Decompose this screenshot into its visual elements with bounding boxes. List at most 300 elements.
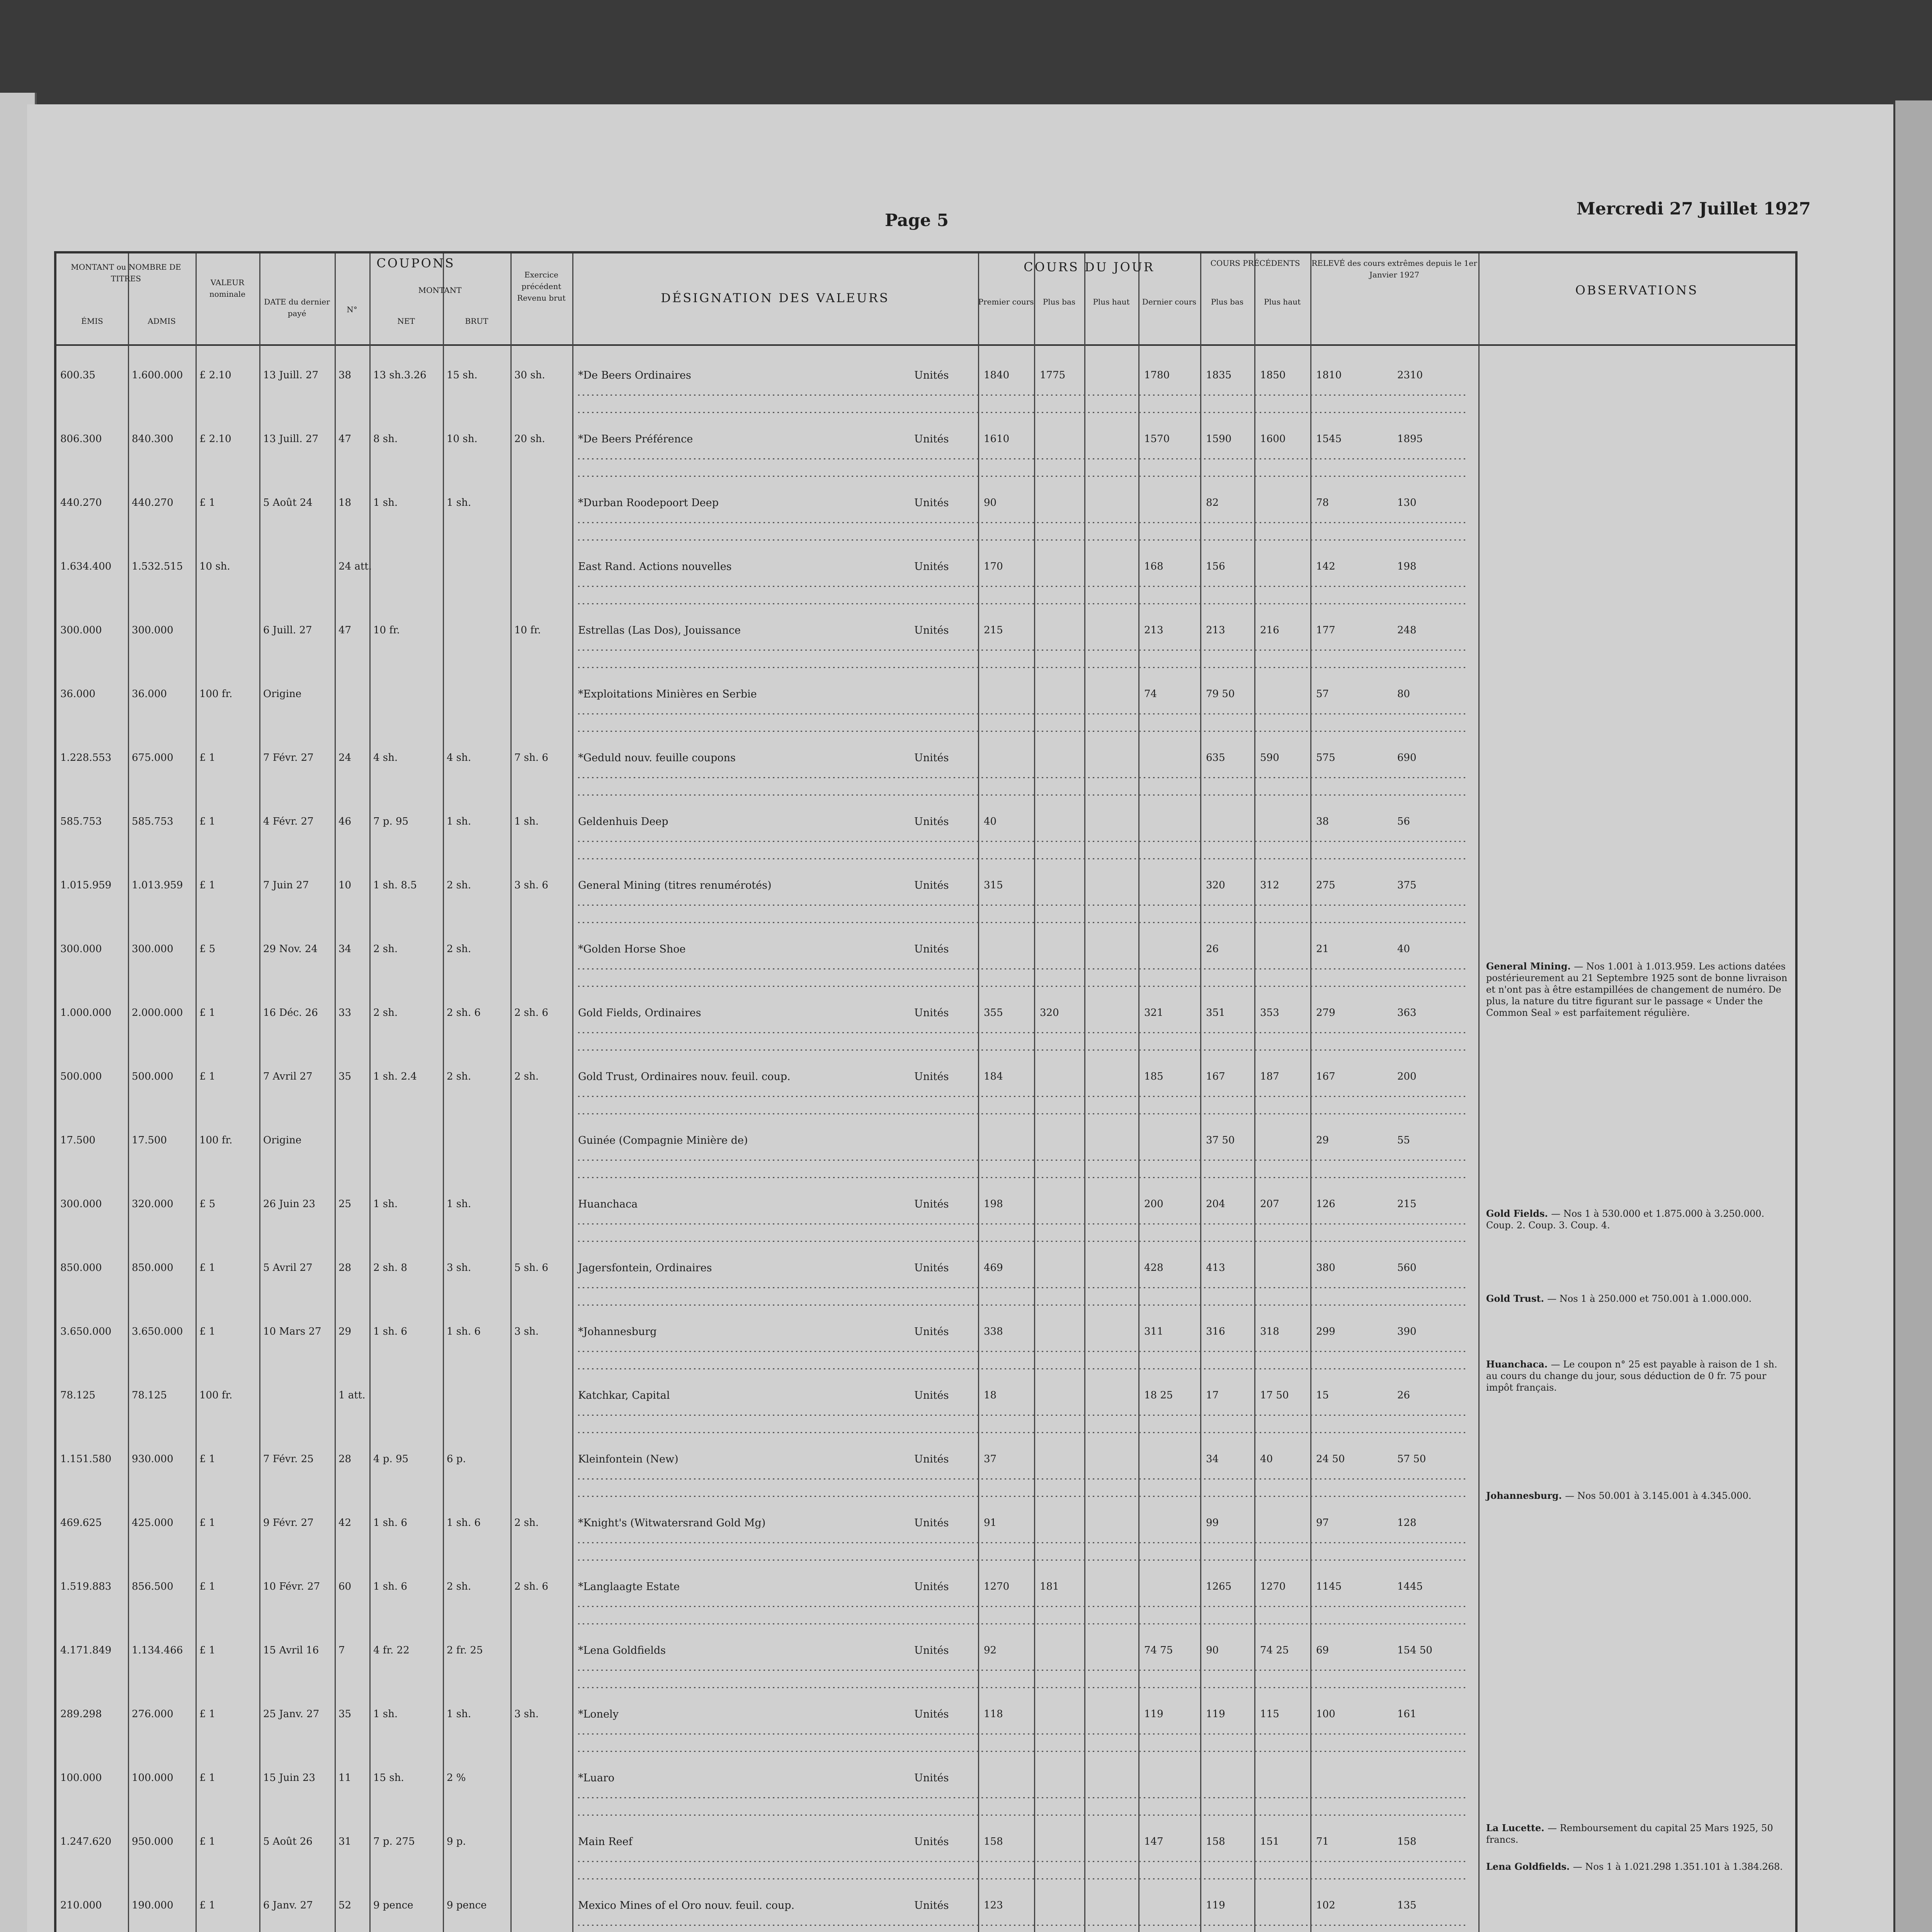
cell-c1: 90 bbox=[984, 497, 997, 509]
cell-num: 47 bbox=[338, 624, 352, 636]
cell-admis: 3.650.000 bbox=[132, 1326, 183, 1337]
cell-admis: 2.000.000 bbox=[132, 1007, 183, 1019]
cell-r2: 200 bbox=[1397, 1071, 1417, 1082]
cell-brut: 1 sh. 6 bbox=[447, 1517, 481, 1529]
observation-note bbox=[1486, 1293, 1787, 1304]
cell-emis: 36.000 bbox=[60, 688, 95, 700]
cell-c4: 321 bbox=[1144, 1007, 1163, 1019]
security-name: Katchkar, Capital bbox=[578, 1389, 670, 1401]
cell-date: 4 Févr. 27 bbox=[263, 816, 314, 827]
cell-r2: 57 50 bbox=[1397, 1453, 1426, 1465]
cell-ex: 7 sh. 6 bbox=[514, 752, 548, 764]
cell-r1: 279 bbox=[1316, 1007, 1335, 1019]
cell-p1: 37 50 bbox=[1206, 1134, 1235, 1146]
observation-text: — Nos 1 à 250.000 et 750.001 à 1.000.000. bbox=[1547, 1293, 1752, 1304]
cell-num: 34 bbox=[338, 943, 352, 955]
cell-admis: 585.753 bbox=[132, 816, 173, 827]
observation-text: — Le coupon n° 25 est payable à raison de 1 sh. au cours du change du jour, sous déduction de 0 fr. 75 pour impôt français. bbox=[1486, 1359, 1777, 1393]
dotted-leader bbox=[578, 922, 1467, 923]
unit-label: Unités bbox=[914, 1836, 949, 1848]
col-num: N° bbox=[347, 305, 357, 314]
cell-p2: 312 bbox=[1260, 879, 1279, 891]
cell-r1: 100 bbox=[1316, 1708, 1335, 1720]
observation-text: — Nos 1 à 1.021.298 1.351.101 à 1.384.268. bbox=[1573, 1861, 1783, 1872]
observation-text: — Nos 1.001 à 1.013.959. Les actions datées postérieurement au 21 Septembre 1925 sont de bonne livraison et n'ont pas à être estampillées de changement de numéro. De plus, la nature du titre figurant sur le passage « Under the Common Seal » est parfaitement régulière. bbox=[1486, 961, 1787, 1018]
unit-label: Unités bbox=[914, 561, 949, 573]
cell-brut: 6 p. bbox=[447, 1453, 466, 1465]
cell-brut: 1 sh. 6 bbox=[447, 1326, 481, 1337]
cell-date: 13 Juill. 27 bbox=[263, 433, 319, 445]
security-name: *Lena Goldfields bbox=[578, 1645, 666, 1656]
cell-c1: 1610 bbox=[984, 433, 1010, 445]
cell-num: 28 bbox=[338, 1453, 352, 1465]
cell-brut: 9 pence bbox=[447, 1900, 487, 1911]
unit-label: Unités bbox=[914, 1645, 949, 1656]
observation-title: Gold Trust. bbox=[1486, 1293, 1548, 1304]
dotted-leader bbox=[578, 1160, 1467, 1161]
col-coupons: COUPONS bbox=[376, 256, 455, 270]
cell-ex: 30 sh. bbox=[514, 369, 545, 381]
cell-date: 13 Juill. 27 bbox=[263, 369, 319, 381]
cell-r1: 15 bbox=[1316, 1389, 1329, 1401]
dotted-leader bbox=[578, 1415, 1467, 1416]
cell-brut: 2 sh. 6 bbox=[447, 1007, 481, 1019]
dotted-leader bbox=[578, 777, 1467, 778]
cell-ex: 5 sh. 6 bbox=[514, 1262, 548, 1274]
cell-emis: 1.634.400 bbox=[60, 561, 112, 572]
cell-c2: 181 bbox=[1040, 1581, 1059, 1592]
cell-r1: 29 bbox=[1316, 1134, 1329, 1146]
cell-net: 4 sh. bbox=[373, 752, 398, 764]
dotted-leader bbox=[578, 1878, 1467, 1879]
cell-brut: 3 sh. bbox=[447, 1262, 471, 1274]
cell-date: 6 Janv. 27 bbox=[263, 1900, 313, 1911]
security-name: Jagersfontein, Ordinaires bbox=[578, 1262, 712, 1274]
cell-date: 25 Janv. 27 bbox=[263, 1708, 320, 1720]
cell-admis: 276.000 bbox=[132, 1708, 173, 1720]
cell-val: £ 1 bbox=[199, 1262, 216, 1274]
cell-ex: 20 sh. bbox=[514, 433, 545, 445]
security-name: *Langlaagte Estate bbox=[578, 1581, 680, 1593]
col-exercice: Exercice précédent Revenu brut bbox=[517, 270, 566, 303]
cell-p2: 151 bbox=[1260, 1836, 1279, 1847]
cell-c1: 1840 bbox=[984, 369, 1010, 381]
cell-emis: 600.35 bbox=[60, 369, 95, 381]
unit-label: Unités bbox=[914, 943, 949, 955]
cell-c1: 184 bbox=[984, 1071, 1003, 1082]
cell-c1: 198 bbox=[984, 1198, 1003, 1210]
cell-num: 11 bbox=[338, 1772, 352, 1784]
dotted-leader bbox=[578, 858, 1467, 859]
cell-c4: 74 bbox=[1144, 688, 1157, 700]
dotted-leader bbox=[578, 412, 1467, 413]
cell-num: 33 bbox=[338, 1007, 352, 1019]
cell-c1: 170 bbox=[984, 561, 1003, 572]
cell-p1: 167 bbox=[1206, 1071, 1225, 1082]
dotted-leader bbox=[578, 1797, 1467, 1798]
cell-emis: 500.000 bbox=[60, 1071, 102, 1082]
dotted-leader bbox=[578, 395, 1467, 396]
cell-brut: 2 sh. bbox=[447, 1581, 471, 1592]
observation-note bbox=[1486, 1359, 1787, 1393]
cell-num: 38 bbox=[338, 369, 352, 381]
cell-emis: 850.000 bbox=[60, 1262, 102, 1274]
cell-p2: 40 bbox=[1260, 1453, 1273, 1465]
unit-label: Unités bbox=[914, 624, 949, 636]
book-edge bbox=[1895, 100, 1932, 1932]
security-name: Huanchaca bbox=[578, 1198, 638, 1210]
cell-brut: 4 sh. bbox=[447, 752, 471, 764]
observation-text: — Remboursement du capital 25 Mars 1925, 50 francs. bbox=[1486, 1823, 1773, 1845]
cell-r2: 161 bbox=[1397, 1708, 1417, 1720]
cell-net: 1 sh. 6 bbox=[373, 1517, 407, 1529]
cell-date: 16 Déc. 26 bbox=[263, 1007, 318, 1019]
cell-val: £ 1 bbox=[199, 1836, 216, 1847]
cell-c4: 168 bbox=[1144, 561, 1163, 572]
col-cours-jour: COURS DU JOUR bbox=[1024, 260, 1155, 274]
cell-num: 60 bbox=[338, 1581, 352, 1592]
cell-val: £ 1 bbox=[199, 497, 216, 509]
cell-r1: 21 bbox=[1316, 943, 1329, 955]
cell-admis: 1.532.515 bbox=[132, 561, 183, 572]
cell-admis: 840.300 bbox=[132, 433, 173, 445]
cell-c1: 37 bbox=[984, 1453, 997, 1465]
dotted-leader bbox=[578, 1032, 1467, 1033]
cell-p2: 1850 bbox=[1260, 369, 1286, 381]
cell-admis: 930.000 bbox=[132, 1453, 173, 1465]
cell-date: Origine bbox=[263, 1134, 302, 1146]
cell-c1: 215 bbox=[984, 624, 1003, 636]
cell-admis: 320.000 bbox=[132, 1198, 173, 1210]
cell-admis: 17.500 bbox=[132, 1134, 167, 1146]
dotted-leader bbox=[578, 794, 1467, 796]
cell-c4: 200 bbox=[1144, 1198, 1163, 1210]
cell-c4: 1780 bbox=[1144, 369, 1170, 381]
dotted-leader bbox=[578, 1096, 1467, 1097]
cell-brut: 9 p. bbox=[447, 1836, 466, 1847]
cell-c1: 91 bbox=[984, 1517, 997, 1529]
cell-r1: 167 bbox=[1316, 1071, 1335, 1082]
dotted-leader bbox=[578, 1304, 1467, 1306]
dotted-leader bbox=[578, 1687, 1467, 1688]
dotted-leader bbox=[578, 586, 1467, 587]
security-name: Main Reef bbox=[578, 1836, 633, 1848]
cell-c2: 1775 bbox=[1040, 369, 1066, 381]
cell-c4: 213 bbox=[1144, 624, 1163, 636]
cell-r1: 97 bbox=[1316, 1517, 1329, 1529]
col-plus-haut: Plus haut bbox=[1093, 297, 1130, 306]
security-name: Guinée (Compagnie Minière de) bbox=[578, 1134, 748, 1146]
cell-date: 5 Août 24 bbox=[263, 497, 313, 509]
cell-r2: 560 bbox=[1397, 1262, 1417, 1274]
cell-val: 100 fr. bbox=[199, 1134, 233, 1146]
cell-r2: 128 bbox=[1397, 1517, 1417, 1529]
cell-p2: 1600 bbox=[1260, 433, 1286, 445]
cell-val: £ 1 bbox=[199, 1772, 216, 1784]
cell-net: 1 sh. 6 bbox=[373, 1581, 407, 1592]
dotted-leader bbox=[578, 1560, 1467, 1561]
cell-emis: 1.151.580 bbox=[60, 1453, 112, 1465]
dotted-leader bbox=[578, 1049, 1467, 1051]
cell-val: £ 1 bbox=[199, 1517, 216, 1529]
cell-emis: 17.500 bbox=[60, 1134, 95, 1146]
cell-val: 100 fr. bbox=[199, 1389, 233, 1401]
cell-p2: 1270 bbox=[1260, 1581, 1286, 1592]
cell-admis: 440.270 bbox=[132, 497, 173, 509]
cell-admis: 78.125 bbox=[132, 1389, 167, 1401]
unit-label: Unités bbox=[914, 1517, 949, 1529]
cell-c1: 123 bbox=[984, 1900, 1003, 1911]
cell-c4: 18 25 bbox=[1144, 1389, 1173, 1401]
cell-net: 2 sh. 8 bbox=[373, 1262, 407, 1274]
dotted-leader bbox=[578, 713, 1467, 714]
cell-brut: 2 sh. bbox=[447, 1071, 471, 1082]
cell-date: 29 Nov. 24 bbox=[263, 943, 318, 955]
cell-admis: 36.000 bbox=[132, 688, 167, 700]
cell-emis: 1.015.959 bbox=[60, 879, 112, 891]
cell-net: 2 sh. bbox=[373, 943, 398, 955]
cell-admis: 950.000 bbox=[132, 1836, 173, 1847]
cell-net: 7 p. 275 bbox=[373, 1836, 415, 1847]
dotted-leader bbox=[578, 731, 1467, 732]
cell-val: £ 5 bbox=[199, 943, 216, 955]
observation-title: La Lucette. bbox=[1486, 1822, 1548, 1833]
cell-emis: 806.300 bbox=[60, 433, 102, 445]
cell-brut: 1 sh. bbox=[447, 497, 471, 509]
dotted-leader bbox=[578, 905, 1467, 906]
cell-r2: 158 bbox=[1397, 1836, 1417, 1847]
cell-p1: 90 bbox=[1206, 1645, 1219, 1656]
dotted-leader bbox=[578, 1478, 1467, 1480]
cell-emis: 4.171.849 bbox=[60, 1645, 112, 1656]
cell-net: 2 sh. bbox=[373, 1007, 398, 1019]
cell-num: 24 bbox=[338, 752, 352, 764]
cell-ex: 2 sh. bbox=[514, 1071, 539, 1082]
cell-val: £ 2.10 bbox=[199, 369, 231, 381]
cell-ex: 2 sh. 6 bbox=[514, 1007, 548, 1019]
observation-note bbox=[1486, 1490, 1787, 1502]
cell-c4: 147 bbox=[1144, 1836, 1163, 1847]
observation-title: Huanchaca. bbox=[1486, 1359, 1551, 1370]
cell-c1: 118 bbox=[984, 1708, 1003, 1720]
cell-p2: 115 bbox=[1260, 1708, 1279, 1720]
cell-date: 5 Août 26 bbox=[263, 1836, 313, 1847]
cell-emis: 1.519.883 bbox=[60, 1581, 112, 1592]
cell-brut: 1 sh. bbox=[447, 1708, 471, 1720]
cell-r2: 40 bbox=[1397, 943, 1410, 955]
security-name: *Knight's (Witwatersrand Gold Mg) bbox=[578, 1517, 766, 1529]
dotted-leader bbox=[578, 1623, 1467, 1624]
cell-r2: 2310 bbox=[1397, 369, 1423, 381]
cell-p2: 590 bbox=[1260, 752, 1279, 764]
observation-text: — Nos 50.001 à 3.145.001 à 4.345.000. bbox=[1565, 1490, 1752, 1501]
security-name: Geldenhuis Deep bbox=[578, 816, 668, 828]
cell-num: 24 att. bbox=[338, 561, 372, 572]
cell-r1: 142 bbox=[1316, 561, 1335, 572]
cell-r1: 71 bbox=[1316, 1836, 1329, 1847]
page-date: Mercredi 27 Juillet 1927 bbox=[1577, 199, 1811, 219]
unit-label: Unités bbox=[914, 1708, 949, 1720]
dotted-leader bbox=[578, 1751, 1467, 1752]
cell-p2: 353 bbox=[1260, 1007, 1279, 1019]
cell-r2: 154 50 bbox=[1397, 1645, 1432, 1656]
cell-p1: 79 50 bbox=[1206, 688, 1235, 700]
observation-note bbox=[1486, 961, 1787, 1019]
cell-r2: 56 bbox=[1397, 816, 1410, 827]
unit-label: Unités bbox=[914, 497, 949, 509]
cell-c4: 119 bbox=[1144, 1708, 1163, 1720]
cell-admis: 500.000 bbox=[132, 1071, 173, 1082]
stock-table bbox=[54, 251, 1798, 1932]
cell-admis: 850.000 bbox=[132, 1262, 173, 1274]
cell-num: 25 bbox=[338, 1198, 352, 1210]
dotted-leader bbox=[578, 476, 1467, 477]
security-name: Gold Fields, Ordinaires bbox=[578, 1007, 701, 1019]
cell-val: 10 sh. bbox=[199, 561, 230, 572]
cell-p1: 204 bbox=[1206, 1198, 1225, 1210]
cell-p2: 207 bbox=[1260, 1198, 1279, 1210]
cell-brut: 2 sh. bbox=[447, 879, 471, 891]
dotted-leader bbox=[578, 841, 1467, 842]
security-name: General Mining (titres renumérotés) bbox=[578, 879, 772, 891]
cell-r2: 1445 bbox=[1397, 1581, 1423, 1592]
col-premier: Premier cours bbox=[978, 297, 1034, 306]
cell-c4: 428 bbox=[1144, 1262, 1163, 1274]
cell-date: 7 Févr. 25 bbox=[263, 1453, 314, 1465]
unit-label: Unités bbox=[914, 879, 949, 891]
cell-p1: 119 bbox=[1206, 1708, 1225, 1720]
observation-note bbox=[1486, 1208, 1787, 1231]
unit-label: Unités bbox=[914, 1007, 949, 1019]
dotted-leader bbox=[578, 650, 1467, 651]
cell-r1: 1545 bbox=[1316, 433, 1342, 445]
cell-val: 100 fr. bbox=[199, 688, 233, 700]
cell-r1: 177 bbox=[1316, 624, 1335, 636]
dotted-leader bbox=[578, 1241, 1467, 1242]
dotted-leader bbox=[578, 1432, 1467, 1433]
dotted-leader bbox=[578, 1223, 1467, 1225]
cell-val: £ 1 bbox=[199, 816, 216, 827]
security-name: Gold Trust, Ordinaires nouv. feuil. coup. bbox=[578, 1071, 791, 1083]
cell-net: 15 sh. bbox=[373, 1772, 404, 1784]
cell-emis: 100.000 bbox=[60, 1772, 102, 1784]
col-prec-bas: Plus bas bbox=[1211, 297, 1244, 306]
cell-p1: 413 bbox=[1206, 1262, 1225, 1274]
cell-net: 9 pence bbox=[373, 1900, 413, 1911]
cell-net: 1 sh. bbox=[373, 1198, 398, 1210]
cell-c2: 320 bbox=[1040, 1007, 1059, 1019]
security-name: *Johannesburg bbox=[578, 1326, 657, 1338]
col-observations: OBSERVATIONS bbox=[1575, 283, 1699, 298]
security-name: *Golden Horse Shoe bbox=[578, 943, 686, 955]
cell-net: 4 p. 95 bbox=[373, 1453, 409, 1465]
cell-num: 52 bbox=[338, 1900, 352, 1911]
cell-ex: 2 sh. bbox=[514, 1517, 539, 1529]
cell-r1: 1810 bbox=[1316, 369, 1342, 381]
col-net: NET bbox=[397, 316, 415, 326]
cell-date: 10 Mars 27 bbox=[263, 1326, 321, 1337]
cell-val: £ 1 bbox=[199, 752, 216, 764]
cell-brut: 1 sh. bbox=[447, 816, 471, 827]
cell-date: 7 Juin 27 bbox=[263, 879, 309, 891]
cell-r2: 375 bbox=[1397, 879, 1417, 891]
security-name: *Luaro bbox=[578, 1772, 615, 1784]
unit-label: Unités bbox=[914, 1262, 949, 1274]
cell-p1: 158 bbox=[1206, 1836, 1225, 1847]
header-rule bbox=[56, 344, 1795, 346]
cell-r2: 1895 bbox=[1397, 433, 1423, 445]
cell-r1: 102 bbox=[1316, 1900, 1335, 1911]
cell-date: 15 Avril 16 bbox=[263, 1645, 319, 1656]
unit-label: Unités bbox=[914, 752, 949, 764]
observation-title: General Mining. bbox=[1486, 961, 1574, 972]
cell-r2: 26 bbox=[1397, 1389, 1410, 1401]
cell-num: 29 bbox=[338, 1326, 352, 1337]
cell-ex: 3 sh. 6 bbox=[514, 879, 548, 891]
cell-net: 13 sh.3.26 bbox=[373, 369, 427, 381]
unit-label: Unités bbox=[914, 1453, 949, 1465]
cell-date: 15 Juin 23 bbox=[263, 1772, 315, 1784]
cell-date: 10 Févr. 27 bbox=[263, 1581, 320, 1592]
cell-p2: 17 50 bbox=[1260, 1389, 1289, 1401]
dotted-leader bbox=[578, 1606, 1467, 1607]
cell-ex: 3 sh. bbox=[514, 1326, 539, 1337]
cell-c1: 315 bbox=[984, 879, 1003, 891]
cell-r2: 215 bbox=[1397, 1198, 1417, 1210]
cell-num: 42 bbox=[338, 1517, 352, 1529]
cell-admis: 675.000 bbox=[132, 752, 173, 764]
cell-emis: 300.000 bbox=[60, 943, 102, 955]
cell-p1: 213 bbox=[1206, 624, 1225, 636]
cell-r2: 248 bbox=[1397, 624, 1417, 636]
cell-p2: 216 bbox=[1260, 624, 1279, 636]
cell-r1: 69 bbox=[1316, 1645, 1329, 1656]
dotted-leader bbox=[578, 1368, 1467, 1369]
unit-label: Unités bbox=[914, 1071, 949, 1083]
cell-p1: 99 bbox=[1206, 1517, 1219, 1529]
cell-p1: 1265 bbox=[1206, 1581, 1232, 1592]
unit-label: Unités bbox=[914, 1326, 949, 1338]
cell-net: 4 fr. 22 bbox=[373, 1645, 410, 1656]
cell-date: Origine bbox=[263, 688, 302, 700]
cell-r1: 38 bbox=[1316, 816, 1329, 827]
cell-p1: 34 bbox=[1206, 1453, 1219, 1465]
unit-label: Unités bbox=[914, 1900, 949, 1912]
page-number: Page 5 bbox=[885, 211, 949, 230]
dotted-leader bbox=[578, 1542, 1467, 1543]
cell-val: £ 1 bbox=[199, 1007, 216, 1019]
cell-date: 5 Avril 27 bbox=[263, 1262, 313, 1274]
cell-emis: 1.247.620 bbox=[60, 1836, 112, 1847]
observation-note bbox=[1486, 1822, 1787, 1845]
col-designation: DÉSIGNATION DES VALEURS bbox=[661, 291, 889, 305]
observation-title: Johannesburg. bbox=[1486, 1490, 1565, 1501]
cell-date: 7 Févr. 27 bbox=[263, 752, 314, 764]
cell-p1: 26 bbox=[1206, 943, 1219, 955]
cell-c1: 1270 bbox=[984, 1581, 1010, 1592]
col-plus-bas: Plus bas bbox=[1043, 297, 1076, 306]
cell-emis: 469.625 bbox=[60, 1517, 102, 1529]
cell-val: £ 1 bbox=[199, 1645, 216, 1656]
cell-ex: 2 sh. 6 bbox=[514, 1581, 548, 1592]
cell-date: 9 Févr. 27 bbox=[263, 1517, 314, 1529]
cell-net: 8 sh. bbox=[373, 433, 398, 445]
unit-label: Unités bbox=[914, 433, 949, 445]
cell-emis: 585.753 bbox=[60, 816, 102, 827]
cell-admis: 856.500 bbox=[132, 1581, 173, 1592]
unit-label: Unités bbox=[914, 1581, 949, 1593]
cell-brut: 2 fr. 25 bbox=[447, 1645, 483, 1656]
